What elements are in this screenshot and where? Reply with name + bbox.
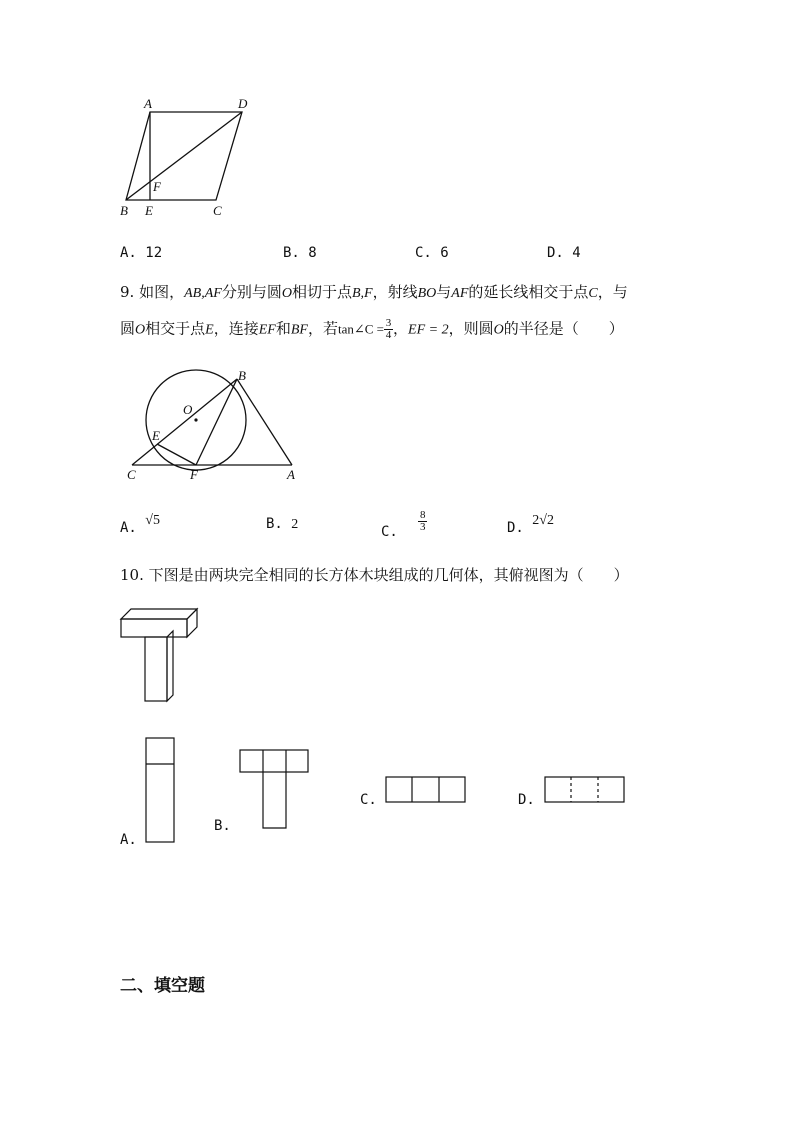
q8-option-d: D. 4 <box>547 245 581 261</box>
q8-parallelogram-figure <box>110 90 270 225</box>
q9-line-1: 9. 如图，AB,AF分别与圆O相切于点B,F，射线BO与AF的延长线相交于点C，与 <box>120 283 628 301</box>
q8-label-e: E <box>145 203 153 218</box>
q9-option-d: D. 2√2 <box>507 513 554 536</box>
q9-option-b-value: 2 <box>291 517 299 532</box>
q9-tan-fraction: $\frac{3}{4}$ <box>385 317 392 341</box>
q9-label-b: B <box>238 368 246 383</box>
section-2-title: 二、填空题 <box>120 976 205 996</box>
q9-label-o: O <box>183 402 193 417</box>
q10-option-a-figure <box>144 736 178 846</box>
q9-tan-expression: tan∠C = <box>337 321 385 337</box>
q9-option-d-value: 2√2 <box>532 513 554 528</box>
q9-option-c: C. $\frac{8}{3}$ <box>381 509 426 540</box>
q9-label-c: C <box>127 467 136 482</box>
q8-label-c: C <box>213 203 222 218</box>
q8-label-f: F <box>153 179 161 194</box>
q9-label-a: A <box>287 467 295 482</box>
q10-question: 10. 下图是由两块完全相同的长方体木块组成的几何体，其俯视图为（ ） <box>120 566 629 584</box>
q9-option-b: B. 2 <box>266 516 299 532</box>
q10-solid-figure <box>115 605 205 705</box>
q10-option-c-figure <box>384 775 468 805</box>
q10-option-d-figure <box>543 775 627 805</box>
q9-label-f: F <box>190 467 198 482</box>
q8-label-b: B <box>120 203 128 218</box>
q9-option-c-fraction: $\frac{8}{3}$ <box>420 509 426 533</box>
q8-label-d: D <box>238 96 248 111</box>
q8-option-c: C. 6 <box>415 245 449 261</box>
q10-option-b-figure <box>238 748 312 832</box>
q10-option-a-label: A. <box>120 832 137 848</box>
q9-label-e: E <box>152 428 160 443</box>
q8-option-a: A. 12 <box>120 245 163 261</box>
q10-option-d-label: D. <box>518 792 535 808</box>
q9-circle-figure <box>120 362 310 487</box>
q9-option-a: A. √5 <box>120 513 160 536</box>
q8-option-b: B. 8 <box>283 245 317 261</box>
q10-option-b-label: B. <box>214 818 231 834</box>
q9-option-a-value: √5 <box>145 513 160 528</box>
q8-label-a: A <box>144 96 152 111</box>
q9-line-2: 圆O相交于点E，连接EF和BF，若tan∠C = $\frac{3}{4}$ ，EF = 2，则圆O的半径是（ ） <box>120 317 624 341</box>
q10-option-c-label: C. <box>360 792 377 808</box>
